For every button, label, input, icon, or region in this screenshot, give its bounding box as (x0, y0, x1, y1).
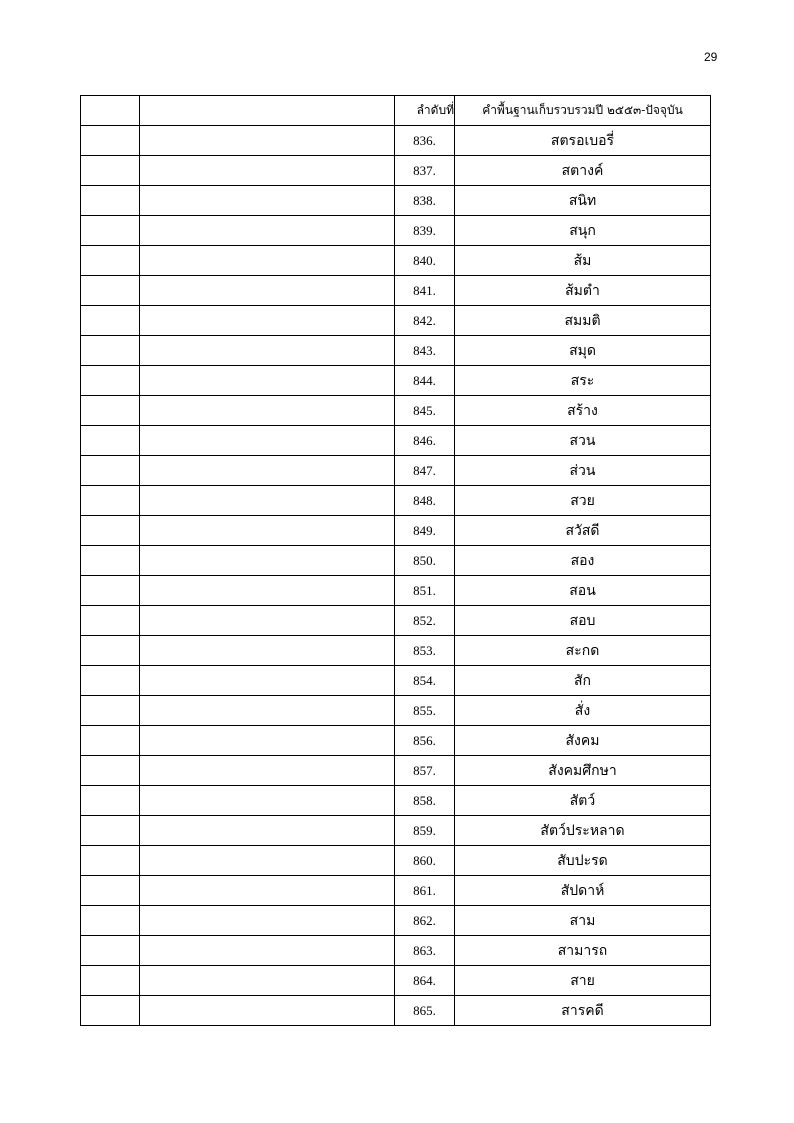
word-cell: สวัสดี (455, 516, 711, 546)
empty-cell (81, 756, 140, 786)
empty-cell (81, 456, 140, 486)
order-number-cell: 862. (395, 906, 455, 936)
word-cell: สารคดี (455, 996, 711, 1026)
word-column-header: คำพื้นฐานเก็บรวบรวมปี ๒๕๕๓-ปัจจุบัน (455, 96, 711, 126)
word-cell: สตางค์ (455, 156, 711, 186)
order-number-cell: 842. (395, 306, 455, 336)
empty-cell (81, 246, 140, 276)
empty-cell (140, 306, 395, 336)
order-number-cell: 865. (395, 996, 455, 1026)
empty-cell (81, 186, 140, 216)
table-row (81, 966, 711, 996)
table-row (81, 276, 711, 306)
word-cell: สมมติ (455, 306, 711, 336)
table-row (81, 486, 711, 516)
empty-cell (140, 636, 395, 666)
empty-cell (140, 516, 395, 546)
order-number-cell: 851. (395, 576, 455, 606)
empty-cell (81, 666, 140, 696)
word-cell: สัปดาห์ (455, 876, 711, 906)
table-row (81, 246, 711, 276)
order-column-header: ลำดับที่ (395, 96, 455, 126)
order-number-cell: 857. (395, 756, 455, 786)
word-cell: สอง (455, 546, 711, 576)
table-body (81, 126, 711, 1026)
word-cell: สาย (455, 966, 711, 996)
word-cell: สัตว์ (455, 786, 711, 816)
table-row (81, 156, 711, 186)
empty-cell (140, 906, 395, 936)
order-number-cell: 855. (395, 696, 455, 726)
empty-cell (140, 606, 395, 636)
table-row (81, 396, 711, 426)
table-header-row (81, 96, 711, 126)
word-cell: สังคมศึกษา (455, 756, 711, 786)
empty-cell (140, 546, 395, 576)
empty-cell (140, 186, 395, 216)
table-row (81, 906, 711, 936)
order-number-cell: 848. (395, 486, 455, 516)
order-number-cell: 853. (395, 636, 455, 666)
table-row (81, 336, 711, 366)
word-cell: สมุด (455, 336, 711, 366)
word-cell: สตรอเบอรี่ (455, 126, 711, 156)
empty-cell (81, 906, 140, 936)
order-number-cell: 844. (395, 366, 455, 396)
word-cell: สาม (455, 906, 711, 936)
order-number-cell: 846. (395, 426, 455, 456)
table-row (81, 576, 711, 606)
word-cell: ส่วน (455, 456, 711, 486)
empty-cell (81, 786, 140, 816)
empty-cell (81, 816, 140, 846)
order-number-cell: 856. (395, 726, 455, 756)
table-row (81, 936, 711, 966)
order-number-cell: 841. (395, 276, 455, 306)
empty-cell (140, 126, 395, 156)
empty-cell (81, 216, 140, 246)
empty-cell (81, 996, 140, 1026)
word-cell: สนุก (455, 216, 711, 246)
word-cell: สอบ (455, 606, 711, 636)
empty-cell (81, 846, 140, 876)
table-row (81, 786, 711, 816)
empty-header-cell (81, 96, 140, 126)
word-cell: สัตว์ประหลาด (455, 816, 711, 846)
empty-cell (140, 666, 395, 696)
empty-cell (81, 306, 140, 336)
table-row (81, 996, 711, 1026)
order-number-cell: 850. (395, 546, 455, 576)
empty-cell (140, 336, 395, 366)
order-number-cell: 859. (395, 816, 455, 846)
order-number-cell: 858. (395, 786, 455, 816)
word-cell: สะกด (455, 636, 711, 666)
empty-cell (81, 396, 140, 426)
order-number-cell: 864. (395, 966, 455, 996)
empty-cell (81, 426, 140, 456)
empty-cell (81, 156, 140, 186)
word-cell: สอน (455, 576, 711, 606)
empty-cell (140, 426, 395, 456)
table-row (81, 756, 711, 786)
empty-cell (140, 246, 395, 276)
table-row (81, 426, 711, 456)
order-number-cell: 854. (395, 666, 455, 696)
word-cell: สร้าง (455, 396, 711, 426)
empty-cell (140, 576, 395, 606)
table-row (81, 876, 711, 906)
table-row (81, 726, 711, 756)
word-cell: ส้ม (455, 246, 711, 276)
empty-cell (81, 606, 140, 636)
table-row (81, 306, 711, 336)
order-number-cell: 843. (395, 336, 455, 366)
empty-cell (140, 276, 395, 306)
table-row (81, 846, 711, 876)
empty-cell (140, 756, 395, 786)
empty-cell (81, 576, 140, 606)
word-cell: สามารถ (455, 936, 711, 966)
empty-cell (81, 126, 140, 156)
order-number-cell: 845. (395, 396, 455, 426)
empty-cell (140, 936, 395, 966)
empty-cell (140, 216, 395, 246)
table-row (81, 546, 711, 576)
order-number-cell: 863. (395, 936, 455, 966)
empty-cell (81, 726, 140, 756)
page-number: 29 (704, 50, 718, 64)
order-number-cell: 860. (395, 846, 455, 876)
empty-cell (81, 486, 140, 516)
empty-cell (81, 636, 140, 666)
table-row (81, 366, 711, 396)
table-row (81, 696, 711, 726)
word-cell: ส้มตำ (455, 276, 711, 306)
order-number-cell: 849. (395, 516, 455, 546)
order-number-cell: 852. (395, 606, 455, 636)
order-number-cell: 847. (395, 456, 455, 486)
word-cell: สนิท (455, 186, 711, 216)
empty-cell (140, 486, 395, 516)
order-number-cell: 836. (395, 126, 455, 156)
table-row (81, 816, 711, 846)
table-row (81, 456, 711, 486)
word-cell: สั่ง (455, 696, 711, 726)
empty-cell (81, 696, 140, 726)
empty-cell (140, 156, 395, 186)
empty-cell (140, 396, 395, 426)
empty-cell (140, 726, 395, 756)
empty-cell (140, 846, 395, 876)
table-row (81, 216, 711, 246)
empty-cell (140, 876, 395, 906)
empty-cell (81, 966, 140, 996)
empty-cell (81, 876, 140, 906)
empty-cell (140, 786, 395, 816)
order-number-cell: 861. (395, 876, 455, 906)
table-row (81, 186, 711, 216)
order-number-cell: 837. (395, 156, 455, 186)
empty-cell (81, 276, 140, 306)
word-cell: สวย (455, 486, 711, 516)
table-row (81, 636, 711, 666)
order-number-cell: 838. (395, 186, 455, 216)
empty-cell (140, 366, 395, 396)
order-number-cell: 840. (395, 246, 455, 276)
word-cell: สระ (455, 366, 711, 396)
table-row (81, 516, 711, 546)
table-row (81, 606, 711, 636)
empty-cell (140, 996, 395, 1026)
empty-cell (140, 816, 395, 846)
order-number-cell: 839. (395, 216, 455, 246)
empty-header-cell (140, 96, 395, 126)
empty-cell (81, 936, 140, 966)
table-row (81, 126, 711, 156)
word-cell: สัก (455, 666, 711, 696)
word-cell: สับปะรด (455, 846, 711, 876)
word-cell: สังคม (455, 726, 711, 756)
empty-cell (140, 456, 395, 486)
empty-cell (81, 546, 140, 576)
empty-cell (81, 336, 140, 366)
empty-cell (140, 696, 395, 726)
empty-cell (140, 966, 395, 996)
table-row (81, 666, 711, 696)
empty-cell (81, 516, 140, 546)
word-cell: สวน (455, 426, 711, 456)
word-table (80, 95, 711, 1026)
empty-cell (81, 366, 140, 396)
